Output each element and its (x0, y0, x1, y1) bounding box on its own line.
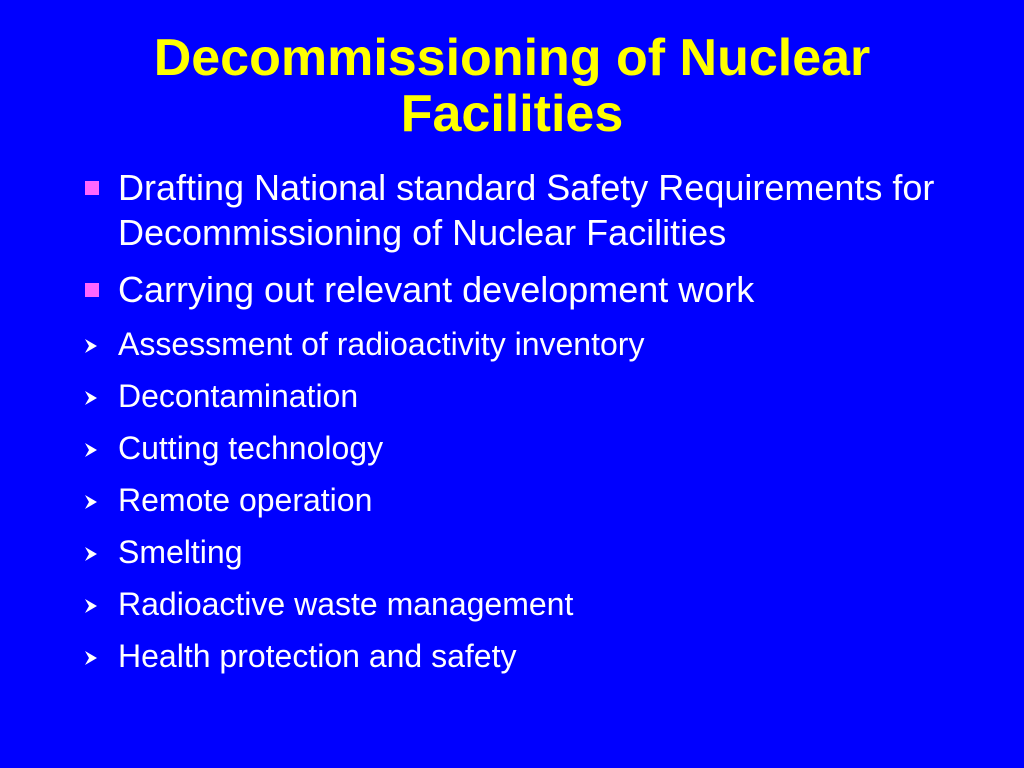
sub-bullet-item (80, 584, 980, 624)
title-line-1: Decommissioning of Nuclear (153, 29, 871, 87)
sub-bullet-text: Cutting technology (118, 430, 384, 466)
bullet-item (80, 165, 980, 255)
sub-bullet-text: Radioactive waste management (118, 586, 574, 622)
sub-bullet-text: Health protection and safety (118, 638, 517, 674)
arrow-bullet-icon (82, 545, 100, 563)
arrow-bullet-icon (82, 493, 100, 511)
sub-bullet-item (80, 324, 980, 364)
arrow-bullet-icon (82, 597, 100, 615)
bullet-text: Carrying out relevant development work (118, 269, 755, 310)
square-bullet-icon (85, 283, 99, 297)
title-line-2: Facilities (400, 85, 624, 143)
arrow-bullet-icon (82, 389, 100, 407)
sub-bullet-text: Remote operation (118, 482, 373, 518)
slide-title (40, 30, 984, 142)
sub-bullet-item (80, 376, 980, 416)
sub-bullet-item (80, 532, 980, 572)
bullet-text: Drafting National standard Safety Requirements for Decommissioning of Nuclear Facilities (118, 167, 935, 253)
arrow-bullet-icon (82, 441, 100, 459)
arrow-bullet-icon (82, 649, 100, 667)
sub-bullet-item (80, 636, 980, 676)
square-bullet-icon (85, 181, 99, 195)
sub-bullet-text: Decontamination (118, 378, 359, 414)
arrow-bullet-icon (82, 337, 100, 355)
bullet-item (80, 267, 980, 312)
bullet-list (80, 165, 980, 688)
sub-bullet-text: Smelting (118, 534, 243, 570)
sub-bullet-item (80, 428, 980, 468)
sub-bullet-item (80, 480, 980, 520)
sub-bullet-text: Assessment of radioactivity inventory (118, 326, 645, 362)
